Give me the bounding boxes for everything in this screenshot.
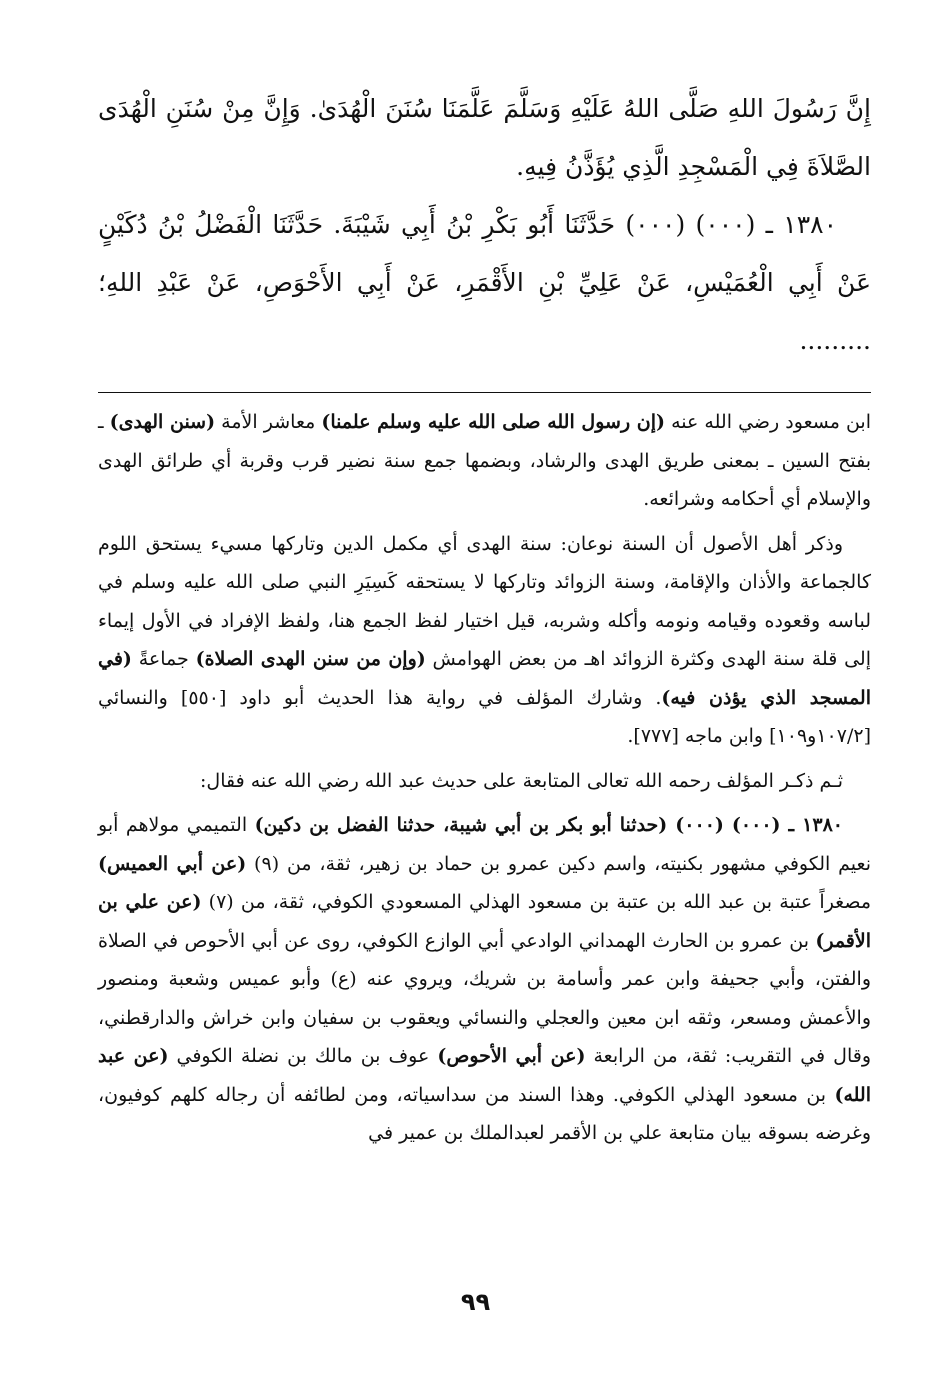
quoted-hadith-phrase: (سنن الهدى): [109, 411, 216, 433]
commentary-text-run: ابن مسعود رضي الله عنه: [665, 411, 871, 433]
footnote-divider: [98, 392, 871, 393]
commentary-text-run: وذكر أهل الأصول أن السنة نوعان: سنة الهدى أي مكمل الدين وتاركها مسيء يستحق اللوم كالجماعة والأذان والإقامة، وسنة الزوائد وتاركها لا يستحقه كَسِيَرِ النبي صلى الله عليه وسلم في لباسه وقعوده وقيامه ونومه وأكله وشربه، قيل اختيار لفظ الجمع هنا، ولفظ الإفراد في الأول إيماء إلى قلة سنة الهدى وكثرة الزوائد اهـ من بعض الهوامش: [98, 532, 871, 670]
quoted-hadith-phrase: (عن عبد الله): [98, 1045, 871, 1106]
quoted-hadith-phrase: (عن علي بن الأقمر): [98, 891, 871, 952]
commentary-text-run: مصغراً عتبة بن عبد الله بن عتبة بن مسعود الهذلي المسعودي الكوفي، ثقة، من (٧): [201, 891, 871, 913]
quoted-hadith-phrase: (إن رسول الله صلى الله عليه وسلم علمنا): [321, 411, 665, 433]
hadith-paragraph-2: ١٣٨٠ ـ (٠٠٠) (٠٠٠) حَدَّثَنَا أَبُو بَكْرِ بْنُ أَبِي شَيْبَةَ. حَدَّثَنَا الْفَضْلُ بْنُ دُكَيْنٍ عَنْ أَبِي الْعُمَيْسِ، عَنْ عَلِيِّ بْنِ الأَقْمَرِ، عَنْ أَبِي الأَحْوَصِ، عَنْ عَبْدِ اللهِ؛ .........: [98, 210, 871, 355]
quoted-hadith-phrase: (عن أبي العميس): [98, 852, 247, 875]
commentary-text: [98, 403, 871, 1153]
isnad-heading: ١٣٨٠ ـ (٠٠٠) (٠٠٠) (حدثنا أبو بكر بن أبي شيبة، حدثنا الفضل بن دكين): [254, 814, 843, 836]
commentary-text-run: التميمي مولاهم أبو نعيم الكوفي مشهور بكنيته، واسم دكين عمرو بن حماد بن زهير، ثقة، من (٩): [98, 814, 871, 875]
commentary-text-run: ـ بفتح السين ـ بمعنى طريق الهدى والرشاد، وبضمها جمع سنة نضير قرب وقربة أي طرائق الهدى والإسلام أي أحكامه وشرائعه.: [98, 411, 871, 510]
quoted-hadith-phrase: (وإن من سنن الهدى الصلاة): [195, 648, 426, 670]
commentary-text-run: بن عمرو بن الحارث الهمداني الوادعي أبي الوازع الكوفي، روى عن أبي الأحوص في الصلاة والفتن، وأبي جحيفة وابن عمر وأسامة بن شريك، ويروي عنه (ع) وأبو عميس وشعبة ومنصور والأعمش ومسعر، وثقه ابن معين والعجلي والنسائي ويعقوب بن سفيان وابن خراش والدارقطني، وقال في التقريب: ثقة، من الرابعة: [98, 929, 871, 1067]
book-page: [98, 80, 871, 1159]
commentary-text-run: عوف بن مالك بن نضلة الكوفي: [168, 1045, 438, 1067]
commentary-paragraph-1: [98, 403, 871, 519]
hadith-paragraph-1: إِنَّ رَسُولَ اللهِ صَلَّى اللهُ عَلَيْهِ وَسَلَّمَ عَلَّمَنَا سُنَنَ الْهُدَىٰ. وَإِنَّ مِنْ سُنَنِ الْهُدَى الصَّلاَةَ فِي الْمَسْجِدِ الَّذِي يُؤَذَّنُ فِيهِ.: [98, 94, 871, 181]
commentary-text-run: جماعةً: [131, 648, 196, 670]
commentary-text-run: بن مسعود الهذلي الكوفي. وهذا السند من سداسياته، ومن لطائفه أن رجاله كلهم كوفيون، وغرضه بسوقه بيان متابعة علي بن الأقمر لعبدالملك بن عمير في: [98, 1083, 871, 1144]
quoted-hadith-phrase: (في المسجد الذي يؤذن فيه): [98, 648, 871, 709]
commentary-paragraph-2: [98, 525, 871, 756]
commentary-text-run: معاشر الأمة: [215, 411, 322, 433]
hadith-text: [98, 80, 871, 370]
quoted-hadith-phrase: (عن أبي الأحوص): [437, 1045, 586, 1067]
commentary-paragraph-3: ثـم ذكـر المؤلف رحمه الله تعالى المتابعة على حديث عبد الله رضي الله عنه فقال:: [199, 769, 843, 792]
commentary-paragraph-4: [98, 806, 871, 1153]
commentary-text-run: . وشارك المؤلف في رواية هذا الحديث أبو داود [٥٥٠] والنسائي [١٠٧/٢و١٠٩] وابن ماجه [٧٧٧].: [98, 686, 871, 747]
page-number: ٩٩: [460, 1288, 491, 1316]
